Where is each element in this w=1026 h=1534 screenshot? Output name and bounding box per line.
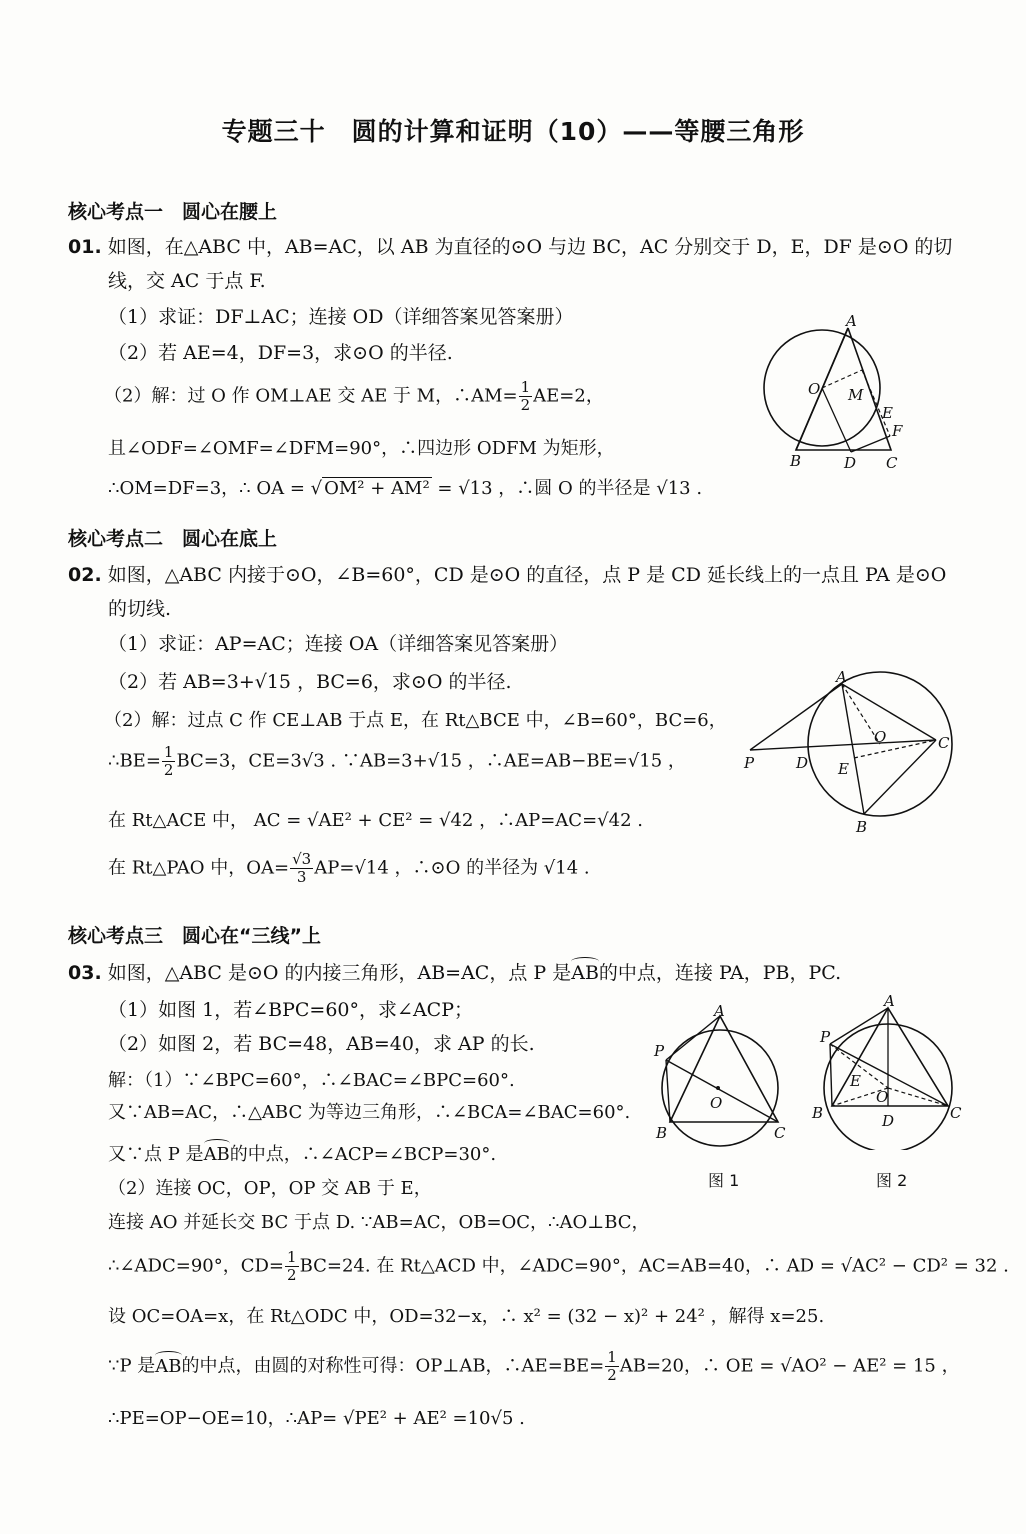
problem-3-solution-line-9: ∴PE=OP−OE=10，∴AP= √PE² + AE² =10√5 .: [108, 1408, 525, 1429]
tangent-pa: [750, 684, 842, 750]
label-B: B: [856, 818, 868, 836]
problem-3-stem: 03. 如图，△ABC 是⊙O 的内接三角形，AB=AC，点 P 是AB的中点，连接 PA，PB，PC.: [68, 962, 842, 984]
problem-2-question-1: （1）求证：AP=AC；连接 OA（详细答案见答案册）: [108, 633, 569, 655]
svg-text:B: B: [656, 1124, 668, 1142]
problem-3-solution-line-4: （2）连接 OC，OP，OP 交 AB 于 E，: [108, 1178, 432, 1199]
section-heading-2: 核心考点二 圆心在底上: [68, 528, 278, 550]
problem-1-solution-line-2: 且∠ODF=∠OMF=∠DFM=90°，∴四边形 ODFM 为矩形，: [108, 438, 615, 459]
figure-4-circle-diagram: [808, 992, 968, 1150]
triangle-abc: [670, 1016, 778, 1122]
problem-2-question-2: （2）若 AB=3+√15 ，BC=6，求⊙O 的半径.: [108, 671, 512, 693]
problem-3-solution-line-5: 连接 AO 并延长交 BC 于点 D. ∵AB=AC，OB=OC，∴AO⊥BC，: [108, 1212, 650, 1233]
label-C: C: [938, 734, 950, 752]
svg-text:B: B: [812, 1104, 824, 1122]
label-M: M: [848, 386, 864, 404]
svg-text:C: C: [774, 1124, 786, 1142]
problem-2-stem-line-2: 的切线.: [108, 598, 172, 620]
figure-caption-1: 图 1: [708, 1171, 740, 1190]
segment-ab: [842, 684, 864, 814]
figure-caption-2: 图 2: [876, 1171, 908, 1190]
svg-text:A: A: [714, 1002, 725, 1020]
arc-notation: AB: [203, 1144, 230, 1165]
page-title: 专题三十 圆的计算和证明（10）——等腰三角形: [221, 117, 805, 146]
fraction: $\frac{1}{2}$: [287, 1248, 297, 1284]
label-A: A: [836, 668, 847, 686]
section-heading-3: 核心考点三 圆心在“三线”上: [68, 925, 321, 947]
problem-2-solution-line-3: 在 Rt△ACE 中， AC = √AE² + CE² = √42 ，∴AP=AC=√42 .: [108, 810, 643, 831]
arc-notation: AB: [571, 962, 599, 984]
problem-1-stem-line-2: 线，交 AC 于点 F.: [108, 270, 266, 292]
problem-3-solution-line-7: 设 OC=OA=x，在 Rt△ODC 中，OD=32−x，∴ x² = (32 − x)² + 24² ，解得 x=25.: [108, 1306, 825, 1327]
problem-1-stem: [68, 232, 952, 259]
label-A: A: [846, 312, 857, 330]
problem-3-solution-line-2: 又∵AB=AC，∴△ABC 为等边三角形，∴∠BCA=∠BAC=60°.: [108, 1102, 631, 1123]
label-O: O: [808, 380, 821, 398]
problem-1-stem-line-1: 如图，在△ABC 中，AB=AC，以 AB 为直径的⊙O 与边 BC，AC 分别交于 D，E，DF 是⊙O 的切: [107, 236, 953, 258]
figure-3-circle-diagram: [650, 1002, 790, 1150]
problem-2-solution-line-4: 在 Rt△PAO 中，OA= $\frac{√3}{3}$ AP=√14 ，∴⊙O 的半径为 √14 .: [108, 850, 590, 886]
figure-2-circle-diagram: [738, 668, 960, 840]
svg-text:E: E: [850, 1072, 861, 1090]
label-B: B: [790, 452, 802, 470]
problem-1-question-2: （2）若 AE=4，DF=3，求⊙O 的半径.: [108, 342, 453, 364]
svg-text:O: O: [876, 1088, 889, 1106]
segment-ac: [842, 684, 936, 740]
problem-3-solution-line-6: ∴∠ADC=90°，CD= $\frac{1}{2}$ BC=24. 在 Rt△ACD 中，∠ADC=90°，AC=AB=40，∴ AD = √AC² − CD² = 32 .: [108, 1248, 1009, 1284]
label-C: C: [886, 454, 898, 472]
arc-notation: AB: [155, 1355, 182, 1377]
label-D: D: [844, 454, 857, 472]
line-pc: [750, 740, 936, 750]
problem-2-solution-line-1: （2）解：过点 C 作 CE⊥AB 于点 E，在 Rt△BCE 中，∠B=60°，BC=6，: [104, 710, 727, 731]
svg-text:O: O: [710, 1094, 723, 1112]
problem-3-solution-line-3: 又∵点 P 是AB的中点，∴∠ACP=∠BCP=30°.: [108, 1144, 497, 1165]
fraction: $\frac{√3}{3}$: [292, 850, 312, 886]
problem-1-solution-line-3: ∴OM=DF=3，∴ OA = √ OM² + AM² = √13 ，∴圆 O 的半径是 √13 .: [108, 478, 703, 499]
svg-text:P: P: [654, 1042, 665, 1060]
svg-text:C: C: [950, 1104, 962, 1122]
fraction: $\frac{1}{2}$: [607, 1348, 617, 1384]
svg-text:D: D: [882, 1112, 895, 1130]
problem-1-question-1: （1）求证：DF⊥AC；连接 OD（详细答案见答案册）: [108, 306, 574, 328]
fraction: $\frac{1}{2}$: [520, 378, 531, 414]
svg-text:P: P: [820, 1028, 831, 1046]
label-E: E: [838, 760, 849, 778]
problem-2-solution-line-2: ∴BE= $\frac{1}{2}$ BC=3，CE=3√3 . ∵AB=3+√15 ，∴AE=AB−BE=√15 ，: [108, 743, 686, 779]
triangle-abc: [832, 1008, 948, 1106]
problem-3-question-2: （2）如图 2，若 BC=48，AB=40，求 AP 的长.: [108, 1033, 535, 1055]
problem-3-question-1: （1）如图 1，若∠BPC=60°，求∠ACP；: [108, 999, 473, 1021]
label-D: D: [796, 754, 809, 772]
center-point: [716, 1086, 720, 1090]
fraction: $\frac{1}{2}$: [163, 743, 174, 779]
segment-bc: [864, 740, 936, 814]
problem-number: 01.: [68, 236, 102, 258]
section-heading-1: 核心考点一 圆心在腰上: [68, 201, 278, 223]
radical: OM² + AM²: [324, 478, 430, 499]
problem-3-solution-line-1: 解：（1）∵∠BPC=60°，∴∠BAC=∠BPC=60°.: [108, 1070, 515, 1091]
problem-2-stem: 02. 如图，△ABC 内接于⊙O，∠B=60°，CD 是⊙O 的直径，点 P 是 CD 延长线上的一点且 PA 是⊙O: [68, 564, 947, 586]
label-F: F: [892, 422, 903, 440]
problem-1-solution-line-1: （2）解：过 O 作 OM⊥AE 交 AE 于 M，∴AM= $\frac{1}{2}$ AE=2，: [104, 378, 604, 414]
svg-text:A: A: [884, 992, 895, 1010]
problem-3-solution-line-8: ∵P 是AB的中点，由圆的对称性可得：OP⊥AB，∴AE=BE= $\frac{1}{2}$ AB=20，∴ OE = √AO² − AE² = 15 ，: [108, 1348, 960, 1384]
figure-1-circle-diagram: [756, 312, 916, 472]
label-P: P: [744, 754, 755, 772]
segment-od: [822, 388, 851, 452]
label-O: O: [874, 728, 887, 746]
label-E: E: [882, 404, 893, 422]
